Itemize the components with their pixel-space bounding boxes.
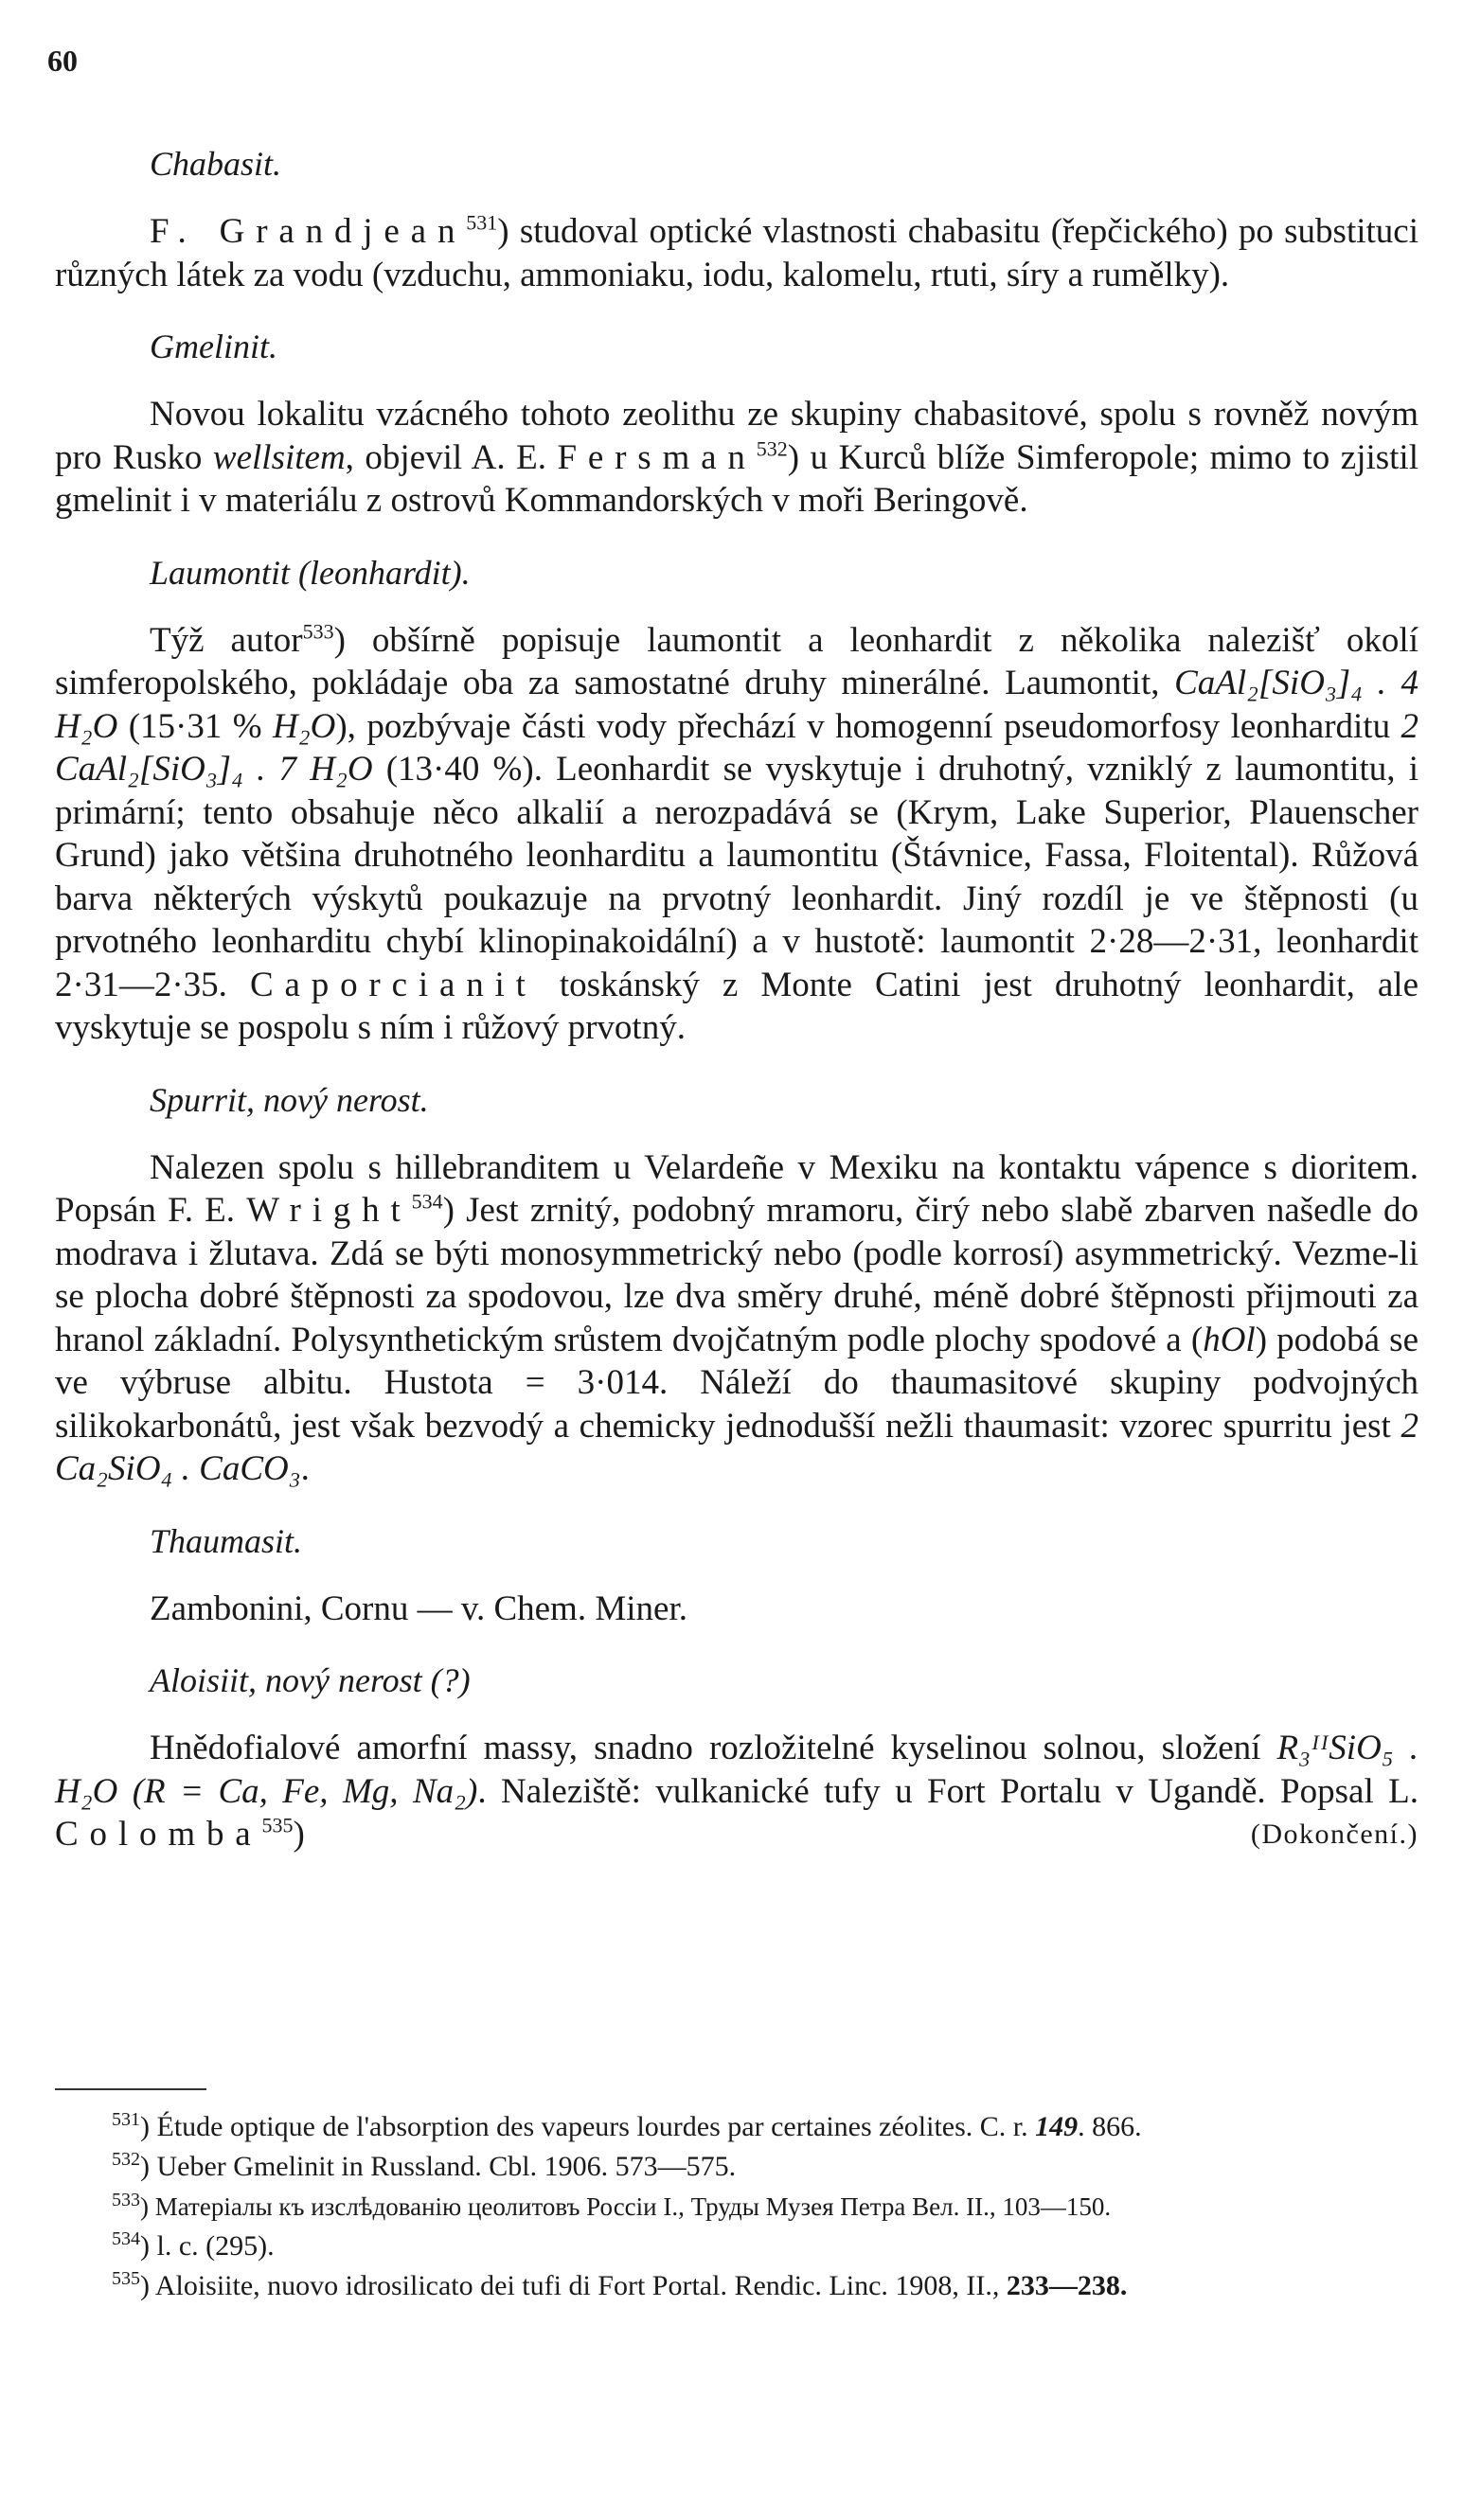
footnote-535: $^{535}$) Aloisiite, nuovo idrosilicato dei tufi di Fort Portal. Rendic. Linc. 1908, II., 233—238. [112, 2268, 1128, 2301]
footnote-534: $^{534}$) l. c. (295). [112, 2228, 275, 2262]
formula-laumontit: CaAl₂[SiO₃]₄ . 4 H₂O [55, 664, 1418, 746]
author-wright: Wright [246, 1191, 412, 1230]
formula-water: H₂O [273, 706, 336, 746]
section-title-gmelinit: Gmelinit. [150, 328, 277, 365]
footnote-532: $^{532}$) Ueber Gmelinit in Russland. Cbl. 1906. 573—575. [112, 2149, 737, 2182]
face-symbol: hOl [1203, 1320, 1256, 1359]
term-caporcianit: Caporcianit [249, 965, 537, 1004]
footnote-ref-534: 534 [411, 1189, 443, 1214]
formula-leonhardit: 2 CaAl₂[SiO₃]₄ . 7 H₂O [55, 706, 1418, 789]
section-title-thaumasit: Thaumasit. [150, 1521, 303, 1560]
paragraph-spurrit: Nalezen spolu s hillebranditem u Velardeñe v Mexiku na kontaktu vápence s dioritem. Popsán F. E. Wright$^{534}$) Jest zrnitý, podobný mramoru, čirý nebo slabě zbarven našedle do modrava i žlutava. Zdá se býti monosymmetrický nebo (podle korrosí) asymmetrický. Vezme-li se plocha dobré štěpnosti za spodovou, lze dva směry druhé, méně dobré štěpnosti přijmouti za hranol základní. Polysynthetickým srůstem dvojčatným podle plochy spodové a (hOl) podobá se ve výbruse albitu. Hustota = 3·014. Náleží do thaumasitové skupiny podvojných silikokarbonátů, jest však bezvodý a chemicky jednodušší nežli thaumasit: vzorec spurritu jest 2 Ca₂SiO₄ . CaCO₃. [55, 1147, 1418, 1488]
author-fersman: Fersman [557, 437, 757, 477]
formula-spurrit: 2 Ca₂SiO₄ . CaCO₃ [55, 1406, 1418, 1488]
paragraph-gmelinit: Novou lokalitu vzácného tohoto zeolithu ze skupiny chabasitové, spolu s rovněž novým pro Rusko wellsitem, objevil A. E. Fersman$^{532}$) u Kurců blíže Simferopole; mimo to zjistil gmelinit i v materiálu z ostrovů Kommandorských v moři Beringově. [55, 395, 1418, 520]
continued-note: (Dokončení.) [1250, 1819, 1418, 1850]
author-grandjean: F. Grandjean [150, 212, 467, 251]
section-title-aloisiit: Aloisiit, nový nerost (?) [150, 1661, 471, 1699]
footnote-ref-532: 532 [756, 436, 788, 461]
footnote-ref-535: 535 [261, 1813, 294, 1837]
author-colomba: Colomba [55, 1815, 262, 1854]
section-title-spurrit: Spurrit, nový nerost. [150, 1080, 429, 1119]
footnote-volume: 149 [1035, 2111, 1079, 2142]
footnote-pages: 233—238. [1006, 2270, 1128, 2301]
footnotes [55, 2109, 1418, 2308]
footnote-ref-531: 531 [466, 210, 498, 235]
paragraph-aloisiit: Hnědofialové amorfní massy, snadno rozložitelné kyselinou solnou, složení R₃ᴵᴵSiO₅ . H₂O (R = Ca, Fe, Mg, Na₂). Naleziště: vulkanické tufy u Fort Portalu v Ugandě. Popsal L. Colomba$^{535}$) (Dokončení.) [55, 1727, 1418, 1856]
footnote-ref-533: 533 [302, 619, 334, 644]
footnote-divider [55, 2088, 206, 2090]
formula-aloisiit: R₃ᴵᴵSiO₅ . H₂O (R = Ca, Fe, Mg, Na₂) [55, 1729, 1418, 1811]
section-title-chabasit: Chabasit. [150, 145, 282, 183]
wellsite-term: wellsitem [212, 437, 346, 477]
main-text [55, 142, 1418, 1885]
footnote-533: $^{533}$) Матеріалы къ изслѣдованію цеолитовъ Россіи I., Труды Музея Петра Вел. II., 103—150. [112, 2190, 1112, 2221]
section-title-laumontit: Laumontit (leonhardit). [150, 553, 471, 592]
footnote-531: $^{531}$) Étude optique de l'absorption des vapeurs lourdes par certaines zéolites. C. r. 149. 866. [112, 2109, 1142, 2142]
paragraph-laumontit: Týž autor$^{533}$) obšírně popisuje laumontit a leonhardit z několika nalezišť okolí simferopolského, pokládaje oba za samostatné druhy minerálné. Laumontit, CaAl₂[SiO₃]₄ . 4 H₂O (15·31 % H₂O), pozbývaje části vody přechází v homogenní pseudomorfosy leonharditu 2 CaAl₂[SiO₃]₄ . 7 H₂O (13·40 %). Leonhardit se vyskytuje i druhotný, vzniklý z laumontitu, i primární; tento obsahuje něco alkalií a nerozpadává se (Krym, Lake Superior, Plauenscher Grund) jako většina druhotného leonharditu a laumontitu (Štávnice, Fassa, Floitental). Růžová barva některých výskytů poukazuje na prvotný leonhardit. Jiný rozdíl je ve štěpnosti (u prvotného leonharditu chybí klinopinakoidální) a v hustotě: laumontit 2·28—2·31, leonhardit 2·31—2·35. Caporcianit toskánský z Monte Catini jest druhotný leonhardit, ale vyskytuje se pospolu s ním i růžový prvotný. [55, 619, 1418, 1047]
paragraph-chabasit: F. Grandjean$^{531}$) studoval optické vlastnosti chabasitu (řepčického) po substituci různých látek za vodu (vzduchu, ammoniaku, iodu, kalomelu, rtuti, síry a rumělky). [55, 210, 1418, 294]
paragraph-thaumasit: Zambonini, Cornu — v. Chem. Miner. [150, 1588, 687, 1628]
page-number: 60 [47, 44, 78, 78]
